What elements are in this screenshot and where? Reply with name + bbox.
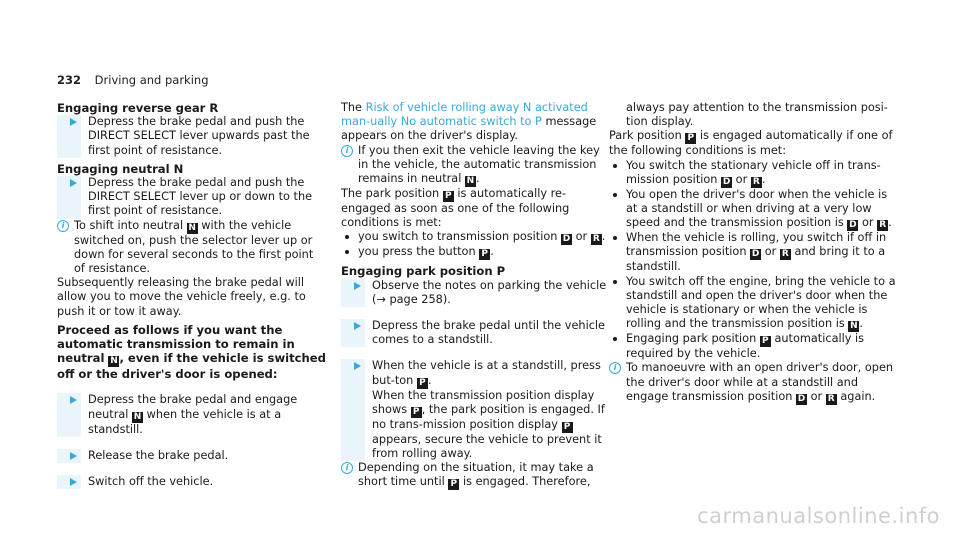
gear-n-icon: N (133, 411, 142, 422)
bullet-list (609, 159, 899, 362)
page-header (57, 73, 209, 87)
gear-r-icon: R (780, 249, 791, 260)
gear-p-icon: P (411, 407, 422, 418)
gear-r-icon: R (826, 394, 837, 405)
page-reference-link[interactable]: (→ page 258). (372, 292, 451, 306)
step-press-button: When the vehicle is at a standstill, press but-ton P . When the transmission position display shows P , the park position is engaged. If no trans-mission position display P appears, secure the vehicle to prevent it from rolling away. (341, 359, 611, 461)
info-icon: i (341, 145, 353, 157)
heading-reverse-gear: Engaging reverse gear R (57, 101, 219, 115)
paragraph-park: The park position P is automatically re-engaged as soon as one of the following conditions is met: (341, 187, 570, 230)
step-arrow-icon (70, 452, 77, 460)
gear-d-icon: D (562, 234, 571, 245)
bullet-list (341, 230, 611, 260)
gear-p-icon: P (448, 479, 459, 490)
step-bar (57, 393, 81, 436)
list-item: You switch off the engine, bring the vehicle to a standstill and open the driver's door when the vehicle is stationary or when the vehicle is rolling and the transmission position is N . (609, 275, 899, 333)
step-arrow-icon (70, 396, 77, 404)
note-text: To shift into neutral (74, 218, 184, 232)
gear-d-icon: D (797, 393, 806, 404)
paragraph-auto-park: Park position P is engaged automatically if one of the following conditions is met: (609, 129, 893, 158)
gear-p-icon: P (562, 422, 573, 433)
gear-p-icon: P (479, 249, 490, 260)
list-item: You switch the stationary vehicle off in trans-mission position D or R . (609, 159, 899, 188)
section-title: Driving and parking (94, 73, 209, 87)
step-bar (57, 115, 81, 158)
heading-park: Engaging park position P (341, 264, 506, 279)
heading-neutral: Engaging neutral N (57, 161, 184, 176)
step-arrow-icon (354, 282, 361, 290)
step-bar (341, 319, 365, 347)
message-link[interactable]: Risk of vehicle rolling away N activated man-ually No automatic switch to P (341, 101, 588, 129)
gear-d-icon: D (751, 249, 760, 260)
gear-d-icon: D (849, 220, 857, 231)
step-arrow-icon (354, 362, 361, 370)
gear-r-icon: R (591, 234, 602, 245)
note-text: with the vehicle switched on, push the selector lever up or down for several seconds to the first point of resistance. (74, 218, 314, 276)
step-neutral (57, 176, 327, 219)
note-continuation: always pay attention to the transmission posi-tion display. (626, 101, 888, 129)
step-engage-neutral: Depress the brake pedal and engage neutral N when the vehicle is at a standstill. (57, 393, 327, 436)
step-text: Depress the brake pedal and push the DIRECT SELECT lever upwards past the first point of resistance. (88, 115, 310, 157)
step-depress: Depress the brake pedal until the vehicle comes to a standstill. (341, 319, 611, 347)
gear-p-icon: P (685, 133, 696, 144)
gear-n-icon: N (188, 222, 196, 233)
info-note: i To manoeuvre with an open driver's door, open the driver's door while at a standstill and engage transmission position D or R again. (609, 361, 899, 404)
list-item: Engaging park position P automatically is required by the vehicle. (609, 332, 899, 361)
gear-n-icon: N (110, 356, 118, 367)
info-icon: i (341, 462, 353, 474)
gear-d-icon: D (722, 176, 731, 187)
column-middle (341, 101, 611, 490)
step-bar (57, 449, 81, 463)
list-item: you switch to transmission position D or R . (341, 230, 611, 245)
info-icon: i (57, 220, 69, 232)
step-switch-off: Switch off the vehicle. (57, 475, 327, 489)
heading-proceed: Proceed as follows if you want the automatic transmission to remain in neutral N , even if the vehicle is switched off or the driver's door is opened: (57, 322, 326, 382)
step-reverse (57, 115, 327, 158)
gear-r-icon: R (877, 220, 888, 231)
step-arrow-icon (70, 478, 77, 486)
list-item: you press the button P . (341, 245, 611, 260)
paragraph-subsequent: Subsequently releasing the brake pedal will allow you to move the vehicle freely, e.g. to push it or tow it away. (57, 276, 306, 318)
paragraph-message: The Risk of vehicle rolling away N activated man-ually No automatic switch to P message appears on the driver's display. (341, 101, 597, 143)
step-arrow-icon (354, 322, 361, 330)
info-icon: i (609, 362, 621, 374)
gear-r-icon: R (751, 177, 762, 188)
step-observe: Observe the notes on parking the vehicle (→ page 258). (341, 279, 611, 307)
step-bar (57, 475, 81, 489)
info-note (57, 219, 327, 277)
step-arrow-icon (70, 118, 77, 126)
watermark: carmanualsonline.info (697, 503, 940, 528)
step-bar (341, 279, 365, 307)
info-note: i Depending on the situation, it may take a short time until P is engaged. Therefore, (341, 461, 611, 490)
gear-p-icon: P (417, 378, 428, 389)
step-bar (57, 176, 81, 219)
gear-p-icon: P (760, 336, 771, 347)
info-note: i If you then exit the vehicle leaving the key in the vehicle, the automatic transmission remains in neutral N . (341, 144, 611, 187)
gear-n-icon: N (850, 321, 858, 332)
step-arrow-icon (70, 179, 77, 187)
gear-p-icon: P (443, 191, 454, 202)
step-text: Depress the brake pedal and push the DIRECT SELECT lever up or down to the first point of resistance. (88, 176, 313, 218)
list-item: You open the driver's door when the vehicle is at a standstill or when driving at a very low speed and the transmission position is D or R . (609, 188, 899, 231)
column-right (609, 101, 899, 405)
column-left (57, 101, 327, 489)
step-release-brake: Release the brake pedal. (57, 449, 327, 463)
gear-n-icon: N (466, 176, 475, 187)
list-item: When the vehicle is rolling, you switch if off in transmission position D or R and bring it to a standstill. (609, 231, 899, 274)
step-bar (341, 359, 365, 461)
page-number: 232 (57, 73, 82, 87)
